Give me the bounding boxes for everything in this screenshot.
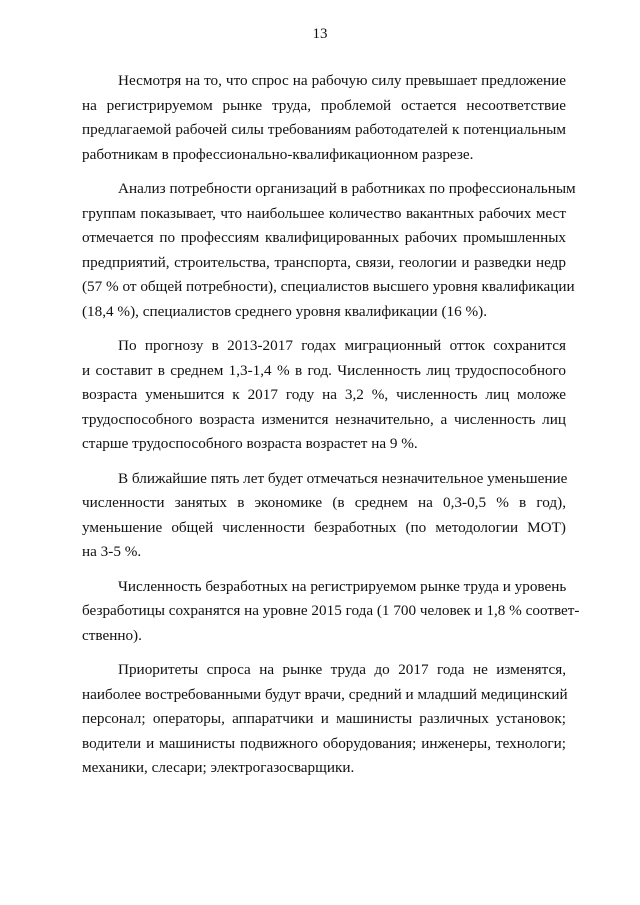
paragraph	[82, 658, 566, 781]
text-line: (57 % от общей потребности), специалистов высшего уровня квалификации	[82, 278, 575, 295]
text-line: и составит в среднем 1,3-1,4 % в год. Численность лиц трудоспособного	[82, 361, 566, 379]
text-line: водители и машинисты подвижного оборудования; инженеры, технологи;	[82, 734, 566, 752]
text-line: ственно).	[82, 626, 142, 644]
text-line: механики, слесари; электрогазосварщики.	[82, 759, 355, 776]
paragraph	[82, 467, 566, 565]
text-line: Численность безработных на регистрируемом рынке труда и уровень	[118, 577, 567, 595]
text-line: отмечается по профессиям квалифицированных рабочих промышленных	[82, 229, 566, 246]
text-line: безработицы сохранятся на уровне 2015 года (1 700 человек и 1,8 % соответ-	[82, 602, 580, 619]
text-line: наиболее востребованными будут врачи, средний и младший медицинский	[82, 685, 568, 703]
document-body	[82, 69, 580, 791]
page-number: 13	[312, 26, 328, 42]
paragraph	[82, 575, 580, 649]
text-line: предлагаемой рабочей силы требованиям работодателей к потенциальным	[82, 121, 566, 138]
paragraph	[82, 69, 566, 167]
text-line: По прогнозу в 2013-2017 годах миграционный отток сохранится	[118, 337, 566, 354]
text-line: на регистрируемом рынке труда, проблемой остается несоответствие	[82, 96, 566, 114]
text-line: уменьшение общей численности безработных (по методологии МОТ)	[82, 518, 566, 536]
text-line: персонал; операторы, аппаратчики и машинисты различных установок;	[82, 710, 566, 727]
text-line: старше трудоспособного возраста возрастет на 9 %.	[82, 435, 418, 452]
text-line: группам показывает, что наибольшее количество вакантных рабочих мест	[82, 204, 566, 222]
paragraph	[82, 177, 576, 324]
text-line: на 3-5 %.	[82, 543, 142, 560]
text-line: Несмотря на то, что спрос на рабочую силу превышает предложение	[118, 72, 566, 89]
text-line: предприятий, строительства, транспорта, связи, геологии и разведки недр	[82, 253, 566, 271]
text-line: возраста уменьшится к 2017 году на 3,2 %, численность лиц моложе	[82, 386, 566, 403]
text-line: Приоритеты спроса на рынке труда до 2017 года не изменятся,	[118, 661, 566, 678]
text-line: В ближайшие пять лет будет отмечаться незначительное уменьшение	[118, 469, 568, 487]
text-line: работникам в профессионально-квалификационном разрезе.	[82, 145, 474, 163]
text-line: (18,4 %), специалистов среднего уровня квалификации (16 %).	[82, 302, 488, 320]
paragraph	[82, 334, 566, 457]
text-line: трудоспособного возраста изменится незначительно, а численность лиц	[82, 410, 566, 428]
text-line: Анализ потребности организаций в работниках по профессиональным	[118, 180, 576, 197]
text-line: численности занятых в экономике (в среднем на 0,3-0,5 % в год),	[82, 494, 566, 511]
